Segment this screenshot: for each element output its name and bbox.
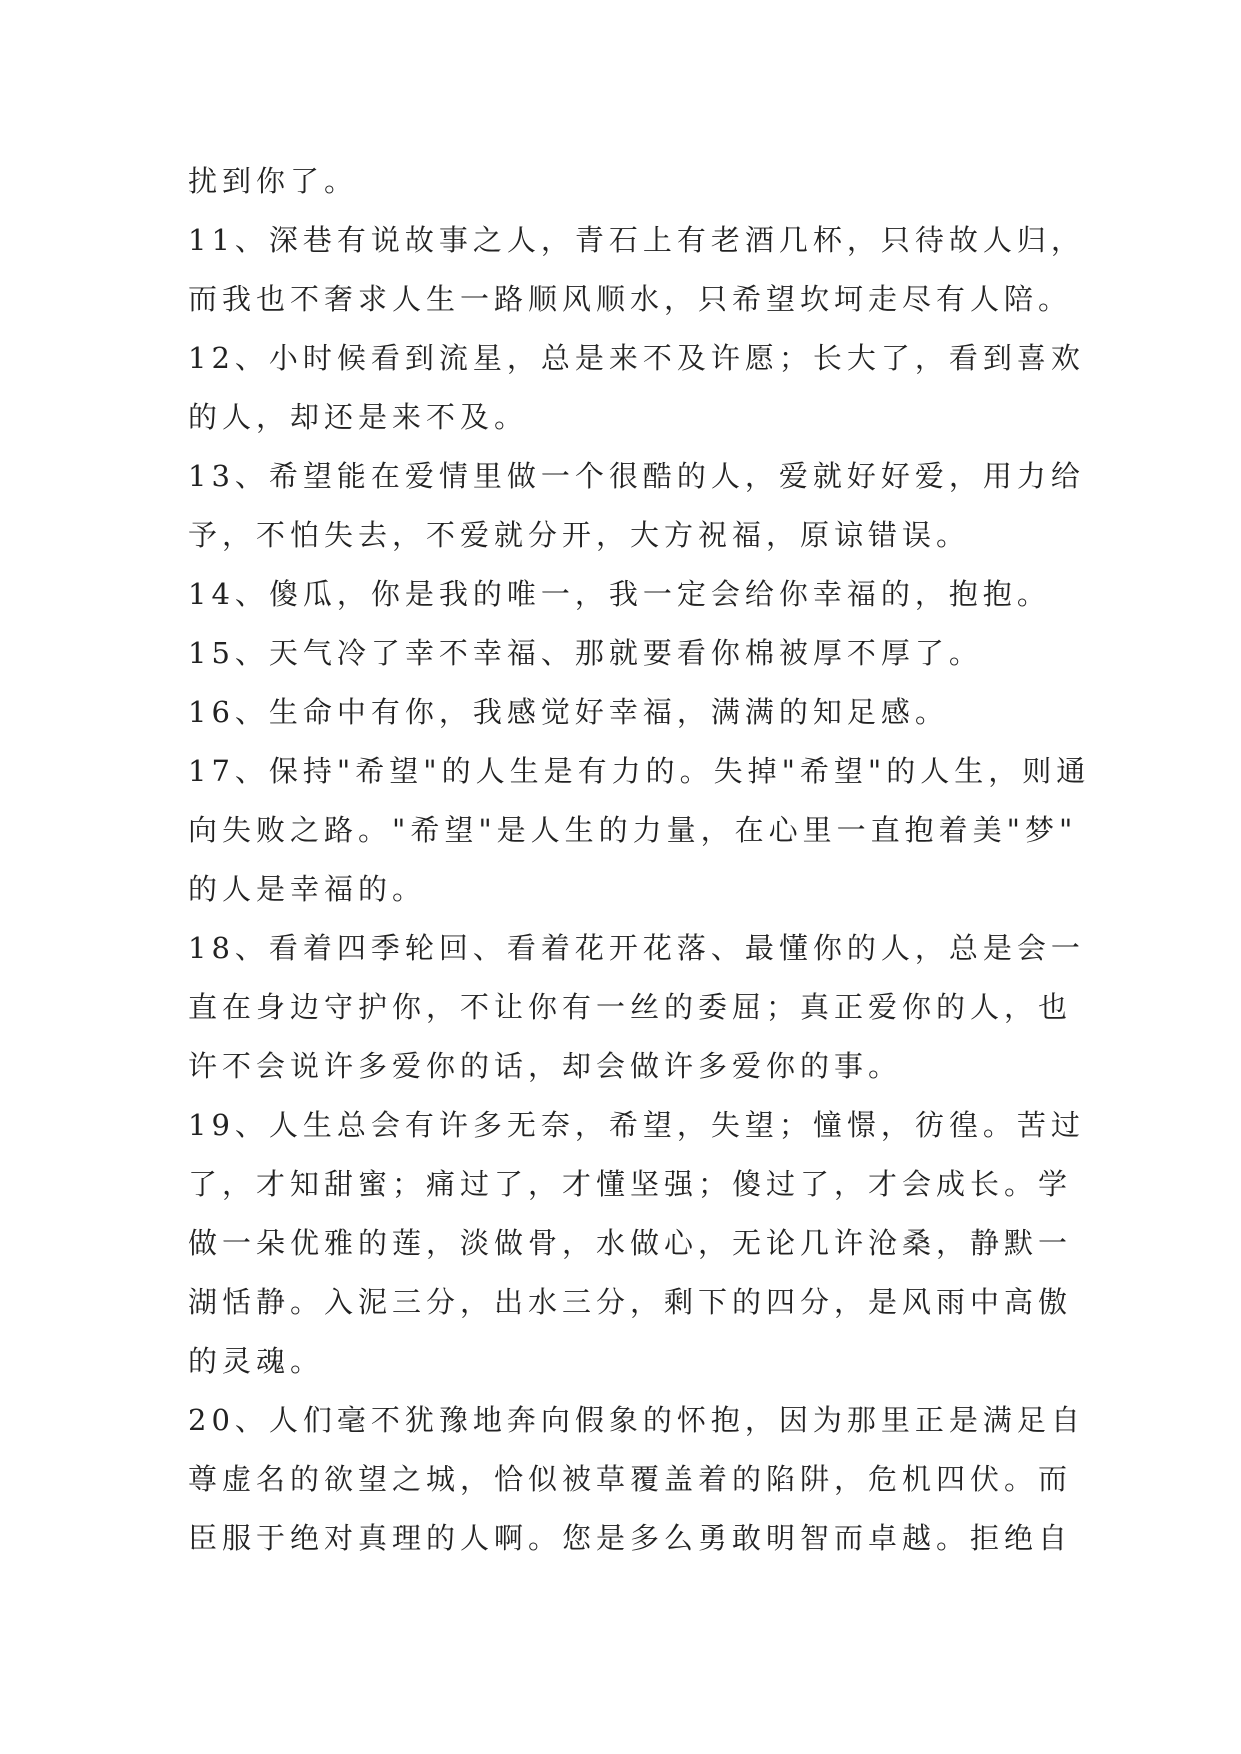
text-line: 尊虚名的欲望之城，恰似被草覆盖着的陷阱，危机四伏。而 xyxy=(188,1462,1073,1496)
text-line: 12、小时候看到流星，总是来不及许愿；长大了，看到喜欢 xyxy=(188,341,1085,375)
text-line: 了，才知甜蜜；痛过了，才懂坚强；傻过了，才会成长。学 xyxy=(188,1167,1073,1201)
text-line: 的灵魂。 xyxy=(188,1344,325,1378)
text-line: 向失败之路。"希望"是人生的力量，在心里一直抱着美"梦" xyxy=(188,813,1078,847)
text-line: 15、天气冷了幸不幸福、那就要看你棉被厚不厚了。 xyxy=(188,636,983,670)
text-line: 17、保持"希望"的人生是有力的。失掉"希望"的人生，则通 xyxy=(188,754,1091,788)
text-line: 19、人生总会有许多无奈，希望，失望；憧憬，彷徨。苦过 xyxy=(188,1108,1085,1142)
text-line: 14、傻瓜，你是我的唯一，我一定会给你幸福的，抱抱。 xyxy=(188,577,1051,611)
document-body xyxy=(188,152,1091,1568)
text-line: 而我也不奢求人生一路顺风顺水，只希望坎坷走尽有人陪。 xyxy=(188,282,1073,316)
text-line: 臣服于绝对真理的人啊。您是多么勇敢明智而卓越。拒绝自 xyxy=(188,1521,1073,1555)
text-line: 扰到你了。 xyxy=(188,164,359,198)
text-line: 做一朵优雅的莲，淡做骨，水做心，无论几许沧桑，静默一 xyxy=(188,1226,1073,1260)
text-line: 11、深巷有说故事之人，青石上有老酒几杯，只待故人归， xyxy=(188,223,1085,257)
text-line: 18、看着四季轮回、看着花开花落、最懂你的人，总是会一 xyxy=(188,931,1085,965)
text-line: 直在身边守护你，不让你有一丝的委屈；真正爱你的人，也 xyxy=(188,990,1073,1024)
text-line: 16、生命中有你，我感觉好幸福，满满的知足感。 xyxy=(188,695,949,729)
text-line: 湖恬静。入泥三分，出水三分，剩下的四分，是风雨中高傲 xyxy=(188,1285,1073,1319)
text-line: 的人是幸福的。 xyxy=(188,872,427,906)
text-line: 予，不怕失去，不爱就分开，大方祝福，原谅错误。 xyxy=(188,518,971,552)
text-line: 13、希望能在爱情里做一个很酷的人，爱就好好爱，用力给 xyxy=(188,459,1085,493)
text-line: 20、人们毫不犹豫地奔向假象的怀抱，因为那里正是满足自 xyxy=(188,1403,1085,1437)
text-line: 许不会说许多爱你的话，却会做许多爱你的事。 xyxy=(188,1049,903,1083)
text-line: 的人，却还是来不及。 xyxy=(188,400,529,434)
